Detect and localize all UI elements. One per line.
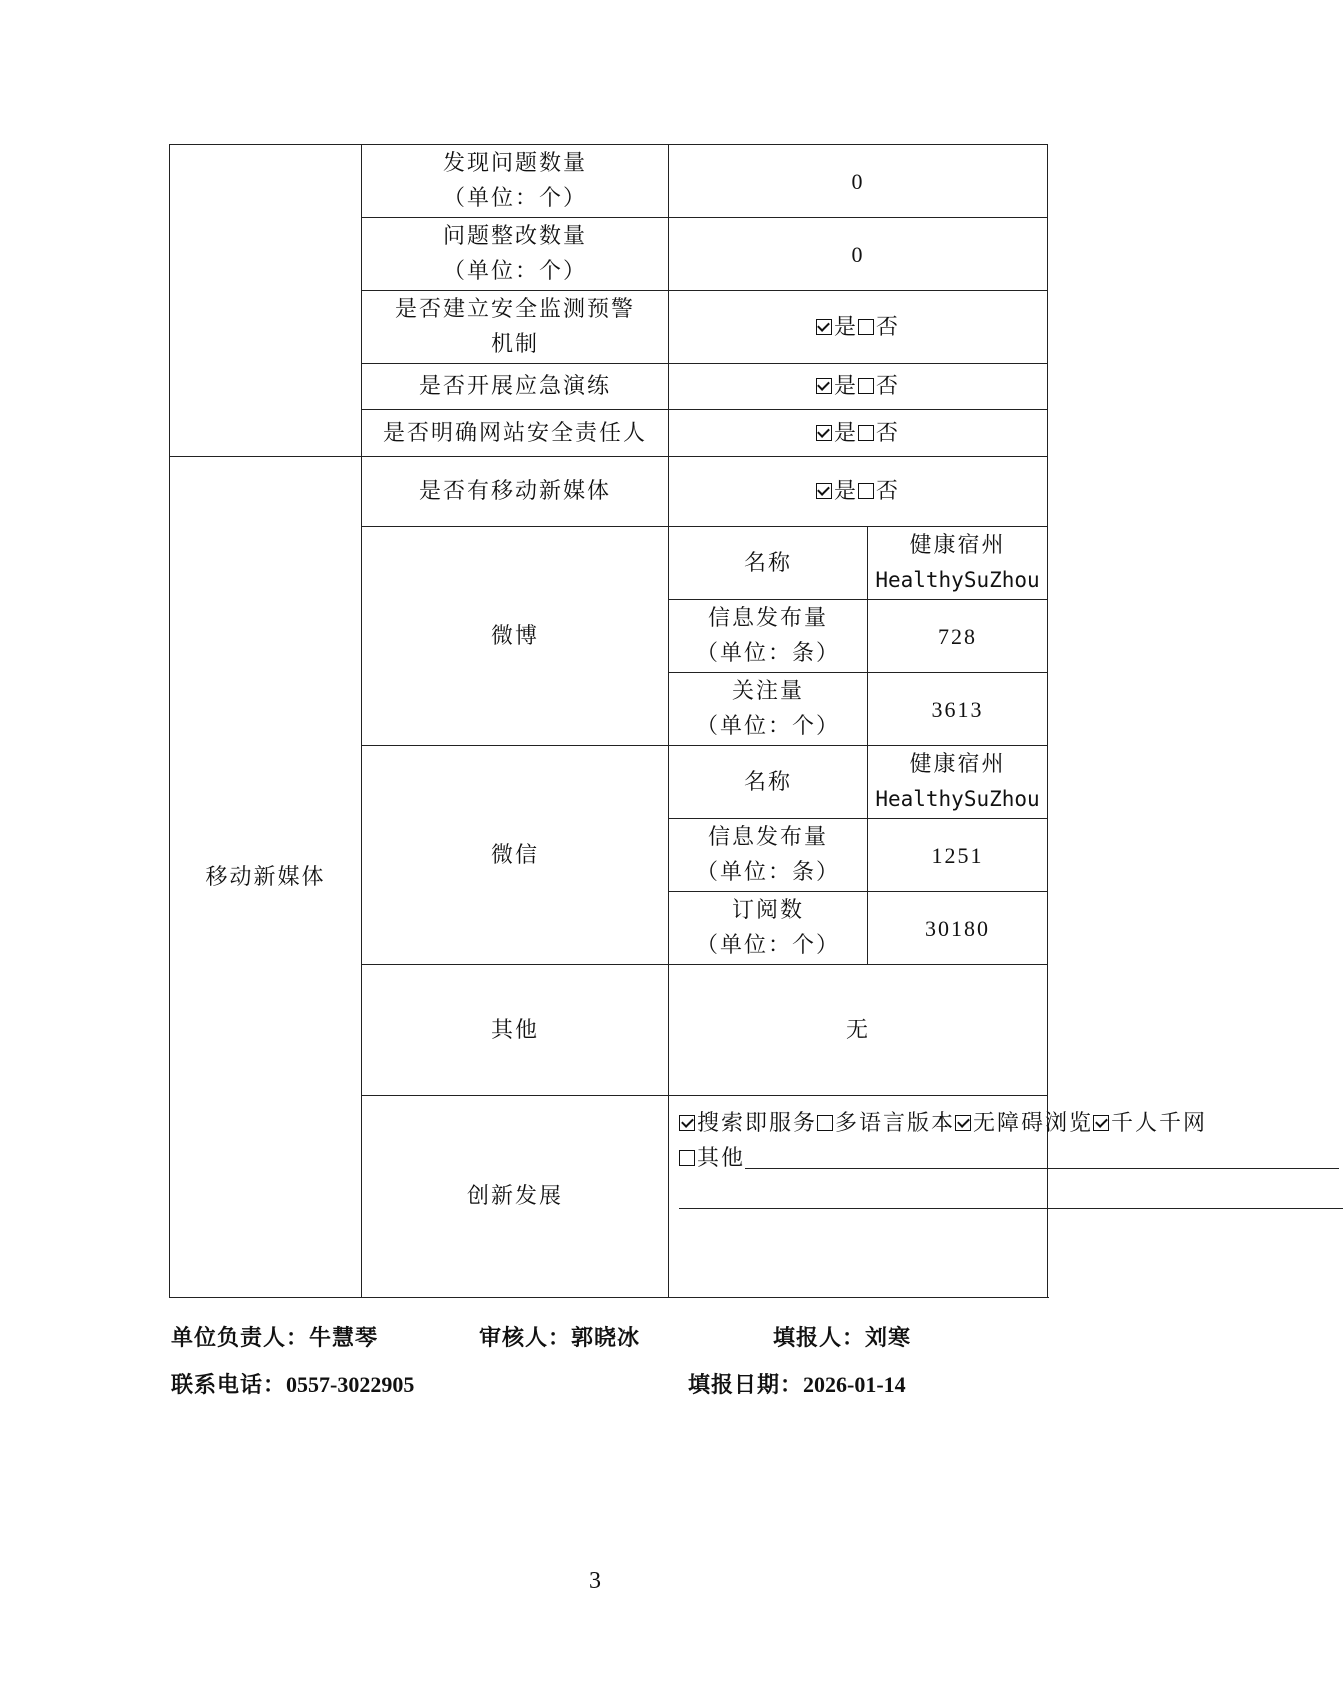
option-checkbox-accessible[interactable] (955, 1115, 971, 1131)
date-label: 填报日期： (688, 1372, 804, 1398)
innovation-options-cell (669, 1096, 1208, 1298)
no-label: 否 (876, 479, 901, 504)
security-section-cell (170, 145, 362, 457)
option-label-multilang: 多语言版本 (835, 1111, 956, 1136)
other-fill-line[interactable] (745, 1144, 1339, 1169)
reviewer-label: 审核人： (479, 1325, 572, 1351)
wechat-subs-value: 30180 (868, 892, 1048, 965)
wechat-posts-value: 1251 (868, 819, 1048, 892)
weibo-name-label: 名称 (669, 527, 868, 600)
option-label-search: 搜索即服务 (697, 1111, 818, 1136)
filler-name: 刘寒 (865, 1325, 912, 1351)
wechat-name-value: 健康宿州 HealthySuZhou (868, 746, 1048, 819)
weibo-posts-label: 信息发布量 （单位：条） (669, 600, 868, 673)
innovation-other-row (679, 1141, 1037, 1176)
wechat-subs-label: 订阅数 （单位：个） (669, 892, 868, 965)
no-checkbox[interactable] (858, 319, 874, 335)
option-checkbox-other[interactable] (679, 1150, 695, 1166)
media-section-label: 移动新媒体 (170, 457, 362, 1298)
other-media-label: 其他 (362, 965, 669, 1096)
wechat-label: 微信 (362, 746, 669, 965)
security-responsible-choice (669, 410, 1048, 457)
leader-label: 单位负责人： (171, 1325, 310, 1351)
report-table (169, 144, 1208, 1298)
yes-checkbox[interactable] (816, 378, 832, 394)
option-label-personalized: 千人千网 (1111, 1111, 1208, 1136)
wechat-posts-label: 信息发布量 （单位：条） (669, 819, 868, 892)
no-label: 否 (876, 420, 901, 446)
yes-label: 是 (833, 314, 858, 340)
no-checkbox[interactable] (858, 425, 874, 441)
filler-label: 填报人： (773, 1325, 866, 1351)
page-number: 3 (589, 1568, 601, 1594)
weibo-name-value: 健康宿州 HealthySuZhou (868, 527, 1048, 600)
yes-label: 是 (833, 479, 858, 504)
has-media-label: 是否有移动新媒体 (362, 457, 669, 527)
no-label: 否 (876, 374, 901, 399)
filler-signature (773, 1321, 911, 1352)
leader-name: 牛慧琴 (309, 1325, 379, 1351)
option-checkbox-search[interactable] (679, 1115, 695, 1131)
innovation-section-label: 创新发展 (362, 1096, 669, 1298)
no-checkbox[interactable] (858, 483, 874, 499)
issues-fixed-label: 问题整改数量 （单位：个） (362, 218, 669, 291)
row-issues-found (170, 145, 1048, 218)
row-has-media (170, 457, 1048, 527)
reviewer-name: 郭晓冰 (571, 1325, 641, 1351)
yes-label: 是 (833, 374, 858, 399)
phone-label: 联系电话： (171, 1372, 287, 1398)
no-checkbox[interactable] (858, 378, 874, 394)
issues-found-value: 0 (669, 145, 1048, 218)
other-continuation-line[interactable] (679, 1178, 1343, 1209)
issues-found-label: 发现问题数量 （单位：个） (362, 145, 669, 218)
innovation-options-row (679, 1106, 1208, 1141)
weibo-label: 微博 (362, 527, 669, 746)
monitoring-mechanism-label: 是否建立安全监测预警 机制 (362, 291, 669, 364)
security-responsible-label: 是否明确网站安全责任人 (362, 410, 669, 457)
wechat-name-label: 名称 (669, 746, 868, 819)
leader-signature (171, 1321, 378, 1352)
weibo-posts-value: 728 (868, 600, 1048, 673)
weibo-followers-value: 3613 (868, 673, 1048, 746)
phone-value: 0557-3022905 (286, 1372, 415, 1397)
date-value: 2026-01-14 (803, 1372, 906, 1397)
yes-checkbox[interactable] (816, 319, 832, 335)
contact-phone (171, 1368, 414, 1399)
fill-date (688, 1368, 906, 1399)
yes-checkbox[interactable] (816, 483, 832, 499)
weibo-followers-label: 关注量 （单位：个） (669, 673, 868, 746)
yes-checkbox[interactable] (816, 425, 832, 441)
emergency-drill-label: 是否开展应急演练 (362, 364, 669, 410)
option-label-accessible: 无障碍浏览 (973, 1111, 1094, 1136)
option-checkbox-multilang[interactable] (817, 1115, 833, 1131)
reviewer-signature (479, 1321, 640, 1352)
monitoring-mechanism-choice (669, 291, 1048, 364)
other-media-value: 无 (669, 965, 1048, 1096)
no-label: 否 (876, 314, 901, 340)
issues-fixed-value: 0 (669, 218, 1048, 291)
option-checkbox-personalized[interactable] (1093, 1115, 1109, 1131)
has-media-choice (669, 457, 1048, 527)
option-label-other: 其他 (697, 1146, 746, 1171)
yes-label: 是 (833, 420, 858, 446)
emergency-drill-choice (669, 364, 1048, 410)
